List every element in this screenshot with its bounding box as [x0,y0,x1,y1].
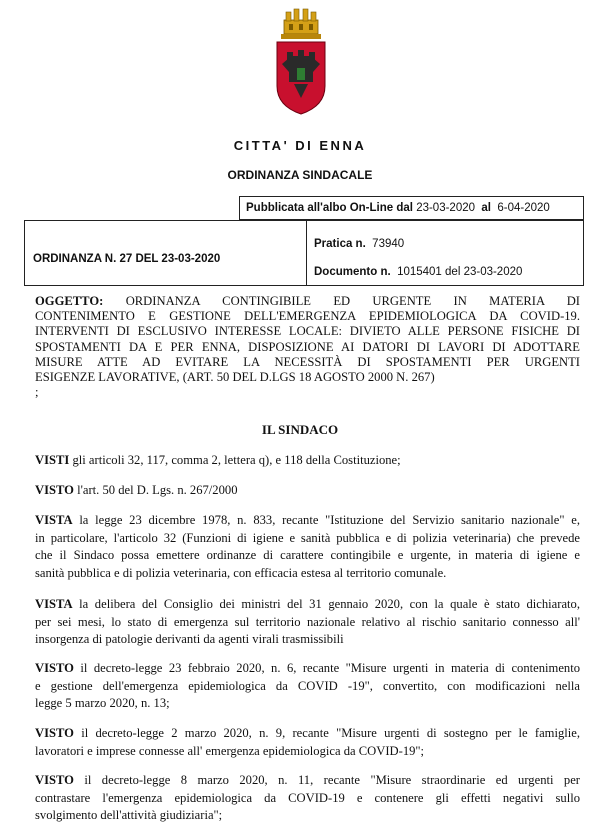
oggetto-line: SPOSTAMENTI DA E PER ENNA, DISPOSIZIONE AI DATORI DI LAVORI DI ADOTTARE [35,339,580,354]
visto-paragraph: VISTO l'art. 50 del D. Lgs. n. 267/2000 [35,483,238,497]
publication-dal-label: dal [396,202,413,214]
oggetto-line: ESIGENZE LAVORATIVE, (ART. 50 DEL D.LGS 18 AGOSTO 2000 N. 267) [35,370,435,385]
publication-to-date: 6-04-2020 [497,202,550,214]
oggetto-label: OGGETTO: [35,294,104,308]
oggetto-line: ; [35,385,39,400]
oggetto-line: MISURE ATTE AD EVITARE LA NECESSITÀ DI SPOSTAMENTI PER URGENTI [35,354,580,369]
documento-label: Documento n. [314,266,391,278]
oggetto-section [35,294,580,400]
publication-box [239,196,584,220]
documento-value: 1015401 del 23-03-2020 [397,266,523,278]
publication-al-label: al [481,202,491,214]
visti-paragraph: VISTI gli articoli 32, 117, comma 2, lettera q), e 118 della Costituzione; [35,453,401,467]
visto-paragraph: VISTO il decreto-legge 8 marzo 2020, n. 11, recante "Misure straordinarie ed urgenti per contrastare l'emergenza epidemiologica da COVID-19 e contenere gli effetti negativi sullo svolgimento dell'attività giudiziaria"; [35,773,580,822]
pratica-line [314,238,404,250]
ordinance-info-table [24,220,584,286]
city-name: CITTA' DI ENNA [233,138,367,153]
pratica-value: 73940 [372,238,405,250]
pratica-label: Pratica n. [314,238,366,250]
document-type: ORDINANZA SINDACALE [227,168,373,182]
oggetto-line: OGGETTO: ORDINANZA CONTINGIBILE ED URGENTE IN MATERIA DI [35,294,580,308]
visto-paragraph: VISTO il decreto-legge 23 febbraio 2020, n. 6, recante "Misure urgenti in materia di contenimento e gestione dell'emergenza epidemiologica da COVID -19", convertito, con modificazioni nella legge 5 marzo 2020, n. 13; [35,661,580,710]
publication-label: Pubblicata all'albo On-Line [246,202,394,214]
oggetto-line: INTERVENTI DI ESCLUSIVO INTERESSE LOCALE: DIVIETO ALLE PERSONE FISICHE DI [35,324,580,339]
oggetto-line: CONTENIMENTO E GESTIONE DELL'EMERGENZA EPIDEMIOLOGICA DA COVID-19. [35,309,580,324]
vista-paragraph: VISTA la legge 23 dicembre 1978, n. 833, recante "Istituzione del Servizio sanitario nazionale" e, in particolare, l'articolo 32 (Funzioni di igiene e sanità pubblica e di polizia veterinaria) che prevede che il Sindaco possa emettere ordinanze di carattere contingibile e urgente, in materia di igiene e sanità pubblica e di polizia veterinaria, con efficacia estesa al territorio comunale. [35,513,580,580]
documento-line [314,266,522,278]
city-coat-of-arms-icon [272,6,330,116]
publication-from-date: 23-03-2020 [416,202,476,214]
sindaco-heading: IL SINDACO [261,422,339,437]
vista-paragraph: VISTA la delibera del Consiglio dei ministri del 31 gennaio 2020, con la quale è stato dichiarato, per sei mesi, lo stato di emergenza sul territorio nazionale relativo al rischio sanitario connesso all' insorgenza di patologie derivanti da agenti virali trasmissibili [35,597,580,646]
visto-paragraph: VISTO il decreto-legge 2 marzo 2020, n. 9, recante "Misure urgenti di sostegno per le famiglie, lavoratori e imprese connesse all' emergenza epidemiologica da COVID-19"; [35,726,580,758]
table-divider [306,221,307,285]
ordinance-number: ORDINANZA N. 27 DEL 23-03-2020 [33,253,221,265]
